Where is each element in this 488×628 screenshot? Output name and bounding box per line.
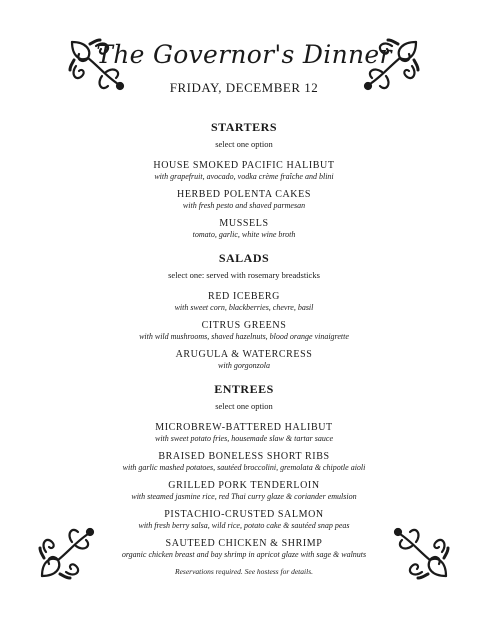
menu-item (0, 349, 488, 371)
item-description: with steamed jasmine rice, red Thai curry glaze & coriander emulsion (131, 492, 357, 501)
section-title: SALADS (218, 251, 270, 265)
item-name: MICROBREW-BATTERED HALIBUT (155, 422, 333, 433)
item-name: RED ICEBERG (208, 291, 280, 302)
section-note: select one: served with rosemary breadsticks (168, 270, 320, 280)
item-description: with fresh berry salsa, wild rice, potato cake & sautéed snap peas (138, 521, 350, 530)
item-description: with garlic mashed potatoes, sautéed broccolini, gremolata & chipotle aioli (122, 463, 366, 472)
item-name: ARUGULA & WATERCRESS (175, 349, 313, 360)
section-note: select one option (215, 139, 273, 149)
footer-note: Reservations required. See hostess for details. (175, 567, 313, 576)
item-name: HOUSE SMOKED PACIFIC HALIBUT (153, 160, 335, 171)
section-salads (0, 250, 488, 371)
menu-item (0, 538, 488, 560)
item-name: GRILLED PORK TENDERLOIN (168, 480, 320, 491)
menu-item (0, 189, 488, 211)
item-description: with wild mushrooms, shaved hazelnuts, blood orange vinaigrette (139, 332, 349, 341)
event-date: FRIDAY, DECEMBER 12 (169, 80, 319, 95)
menu-body (0, 119, 488, 570)
menu-item (0, 291, 488, 313)
item-description: with fresh pesto and shaved parmesan (182, 201, 306, 210)
section-entrees (0, 381, 488, 560)
item-description: with gorgonzola (218, 361, 270, 370)
item-name: MUSSELS (219, 218, 269, 229)
menu-item (0, 509, 488, 531)
item-name: CITRUS GREENS (201, 320, 287, 331)
menu-item (0, 160, 488, 182)
section-note: select one option (215, 401, 273, 411)
menu-item (0, 480, 488, 502)
item-name: SAUTEED CHICKEN & SHRIMP (165, 538, 323, 549)
item-description: with sweet corn, blackberries, chevre, basil (174, 303, 314, 312)
item-description: tomato, garlic, white wine broth (192, 230, 296, 239)
item-description: organic chicken breast and bay shrimp in apricot glaze with sage & walnuts (121, 550, 367, 559)
item-name: HERBED POLENTA CAKES (177, 189, 311, 200)
menu-item (0, 422, 488, 444)
item-description: with grapefruit, avocado, vodka crème fraîche and blini (154, 172, 334, 181)
item-name: BRAISED BONELESS SHORT RIBS (158, 451, 330, 462)
section-title: ENTREES (214, 382, 274, 396)
item-description: with sweet potato fries, housemade slaw & tartar sauce (155, 434, 333, 443)
item-name: PISTACHIO-CRUSTED SALMON (164, 509, 324, 520)
menu-item (0, 218, 488, 240)
section-title: STARTERS (210, 120, 278, 134)
menu-item (0, 451, 488, 473)
menu-item (0, 320, 488, 342)
section-starters (0, 119, 488, 240)
page-title: The Governor's Dinner (96, 40, 392, 69)
